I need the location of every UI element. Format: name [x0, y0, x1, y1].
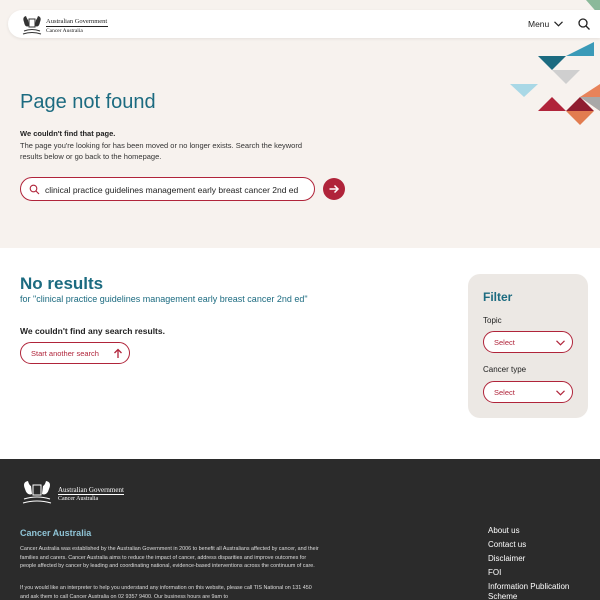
results-message: We couldn't find any search results. [20, 326, 165, 336]
chevron-down-icon [556, 340, 565, 346]
chevron-down-icon [556, 390, 565, 396]
start-another-search-button[interactable] [20, 342, 130, 364]
results-heading: No results [20, 274, 104, 293]
footer-link-foi[interactable]: FOI [488, 568, 502, 577]
topic-select-value: Select [494, 338, 515, 347]
menu-label: Menu [528, 19, 550, 29]
site-header [8, 10, 600, 38]
footer-title: Cancer Australia [20, 528, 92, 538]
search-field[interactable] [20, 177, 315, 201]
intro-text: The page you're looking for has been moved or no longer exists. Search the keyword results below or go back to the homepage. [20, 141, 303, 161]
site-footer [0, 459, 600, 600]
cancer-type-label: Cancer type [483, 365, 527, 374]
search-submit-button[interactable] [323, 178, 345, 200]
logo-agency-text: Cancer Australia [46, 28, 83, 34]
page-title: Page not found [20, 91, 156, 113]
footer-logo[interactable] [20, 479, 130, 505]
arrow-right-icon [328, 183, 340, 195]
footer-link-ips[interactable]: Information Publication Scheme [488, 582, 570, 600]
chevron-down-icon [554, 21, 563, 27]
start-another-search-label: Start another search [31, 349, 99, 358]
footer-logo-government-text: Australian Government [58, 486, 124, 494]
search-icon[interactable] [577, 17, 591, 31]
logo-divider [46, 26, 108, 27]
filter-title: Filter [483, 290, 513, 304]
site-logo[interactable] [20, 14, 110, 36]
filter-panel [468, 274, 588, 418]
results-query: for "clinical practice guidelines management early breast cancer 2nd ed" [20, 294, 308, 304]
coat-of-arms-icon [20, 14, 44, 36]
intro-heading: We couldn't find that page. [20, 129, 116, 138]
footer-link-contact[interactable]: Contact us [488, 540, 527, 549]
footer-logo-agency-text: Cancer Australia [58, 496, 99, 502]
footer-description: Cancer Australia was established by the Australian Government in 2006 to benefit all Australians affected by cancer, and their families and carers. Cancer Australia aims to reduce the impact of cancer, address disparities and improve outcomes for people affected by cancer by leading and coordinating national, evidence-based interventions across the continuum of care. [20, 546, 319, 569]
footer-links [488, 526, 588, 600]
footer-interpreter-text: If you would like an interpreter to help you understand any information on this website, please call TIS National on 131 450 and ask them to call Cancer Australia on 02 9357 9400. Our business hours are 9am to [20, 585, 312, 600]
cancer-type-select[interactable] [483, 381, 573, 403]
footer-link-disclaimer[interactable]: Disclaimer [488, 554, 526, 563]
topic-label: Topic [483, 316, 502, 325]
footer-logo-divider [58, 494, 124, 495]
cancer-type-select-value: Select [494, 388, 515, 397]
menu-button[interactable] [528, 17, 563, 31]
logo-government-text: Australian Government [46, 18, 108, 25]
footer-link-about[interactable]: About us [488, 526, 520, 535]
topic-select[interactable] [483, 331, 573, 353]
coat-of-arms-icon [20, 479, 54, 505]
hero-section [0, 0, 600, 248]
search-input[interactable] [45, 182, 309, 197]
arrow-up-icon [113, 348, 123, 359]
search-icon [29, 184, 40, 195]
